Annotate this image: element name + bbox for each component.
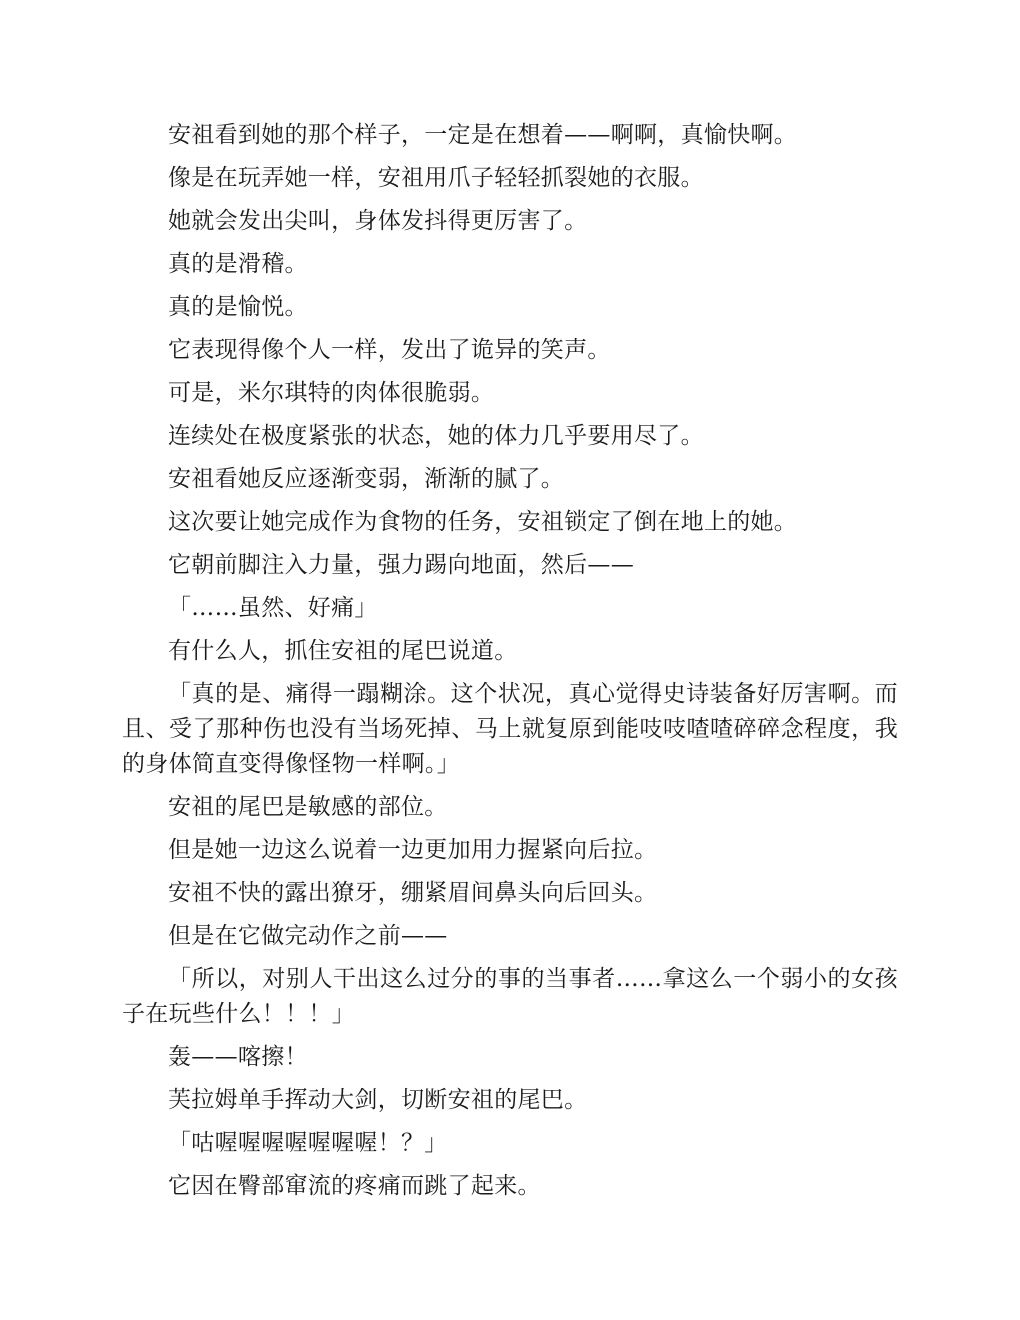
paragraph: 它表现得像个人一样，发出了诡异的笑声。: [168, 337, 611, 363]
paragraph: 她就会发出尖叫，身体发抖得更厉害了。: [168, 208, 588, 234]
paragraph: 连续处在极度紧张的状态，她的体力几乎要用尽了。: [168, 423, 704, 449]
paragraph: 但是她一边这么说着一边更加用力握紧向后拉。: [168, 837, 658, 863]
paragraph: 这次要让她完成作为食物的任务，安祖锁定了倒在地上的她。: [168, 509, 798, 535]
paragraph: 芙拉姆单手挥动大剑，切断安祖的尾巴。: [168, 1087, 588, 1113]
paragraph: 安祖的尾巴是敏感的部位。: [168, 794, 448, 820]
paragraph: 它因在臀部窜流的疼痛而跳了起来。: [168, 1173, 541, 1199]
paragraph: 轰——喀擦！: [168, 1044, 308, 1070]
paragraph: 安祖看到她的那个样子，一定是在想着——啊啊，真愉快啊。: [168, 122, 798, 148]
paragraph: 像是在玩弄她一样，安祖用爪子轻轻抓裂她的衣服。: [168, 165, 704, 191]
paragraph: 真的是滑稽。: [168, 251, 308, 277]
paragraph: 真的是愉悦。: [168, 294, 308, 320]
paragraph: 它朝前脚注入力量，强力踢向地面，然后——: [168, 552, 634, 578]
paragraph: 可是，米尔琪特的肉体很脆弱。: [168, 380, 495, 406]
dialogue-line: 「真的是、痛得一蹋糊涂。这个状况，真心觉得史诗装备好厉害啊。而且、受了那种伤也没有当场死掉、马上就复原到能吱吱喳喳碎碎念程度，我的身体简直变得像怪物一样啊。」: [122, 681, 898, 777]
paragraph: 安祖不快的露出獠牙，绷紧眉间鼻头向后回头。: [168, 880, 658, 906]
paragraph: 但是在它做完动作之前——: [168, 923, 448, 949]
paragraph: 有什么人，抓住安祖的尾巴说道。: [168, 638, 518, 664]
dialogue-line: 「咕喔喔喔喔喔喔喔！？」: [168, 1130, 448, 1156]
document-page: [122, 118, 898, 1212]
paragraph: 安祖看她反应逐渐变弱，渐渐的腻了。: [168, 466, 565, 492]
dialogue-line: 「……虽然、好痛」: [168, 595, 378, 621]
dialogue-line: 「所以，对别人干出这么过分的事的当事者……拿这么一个弱小的女孩子在玩些什么！！！」: [122, 966, 898, 1027]
